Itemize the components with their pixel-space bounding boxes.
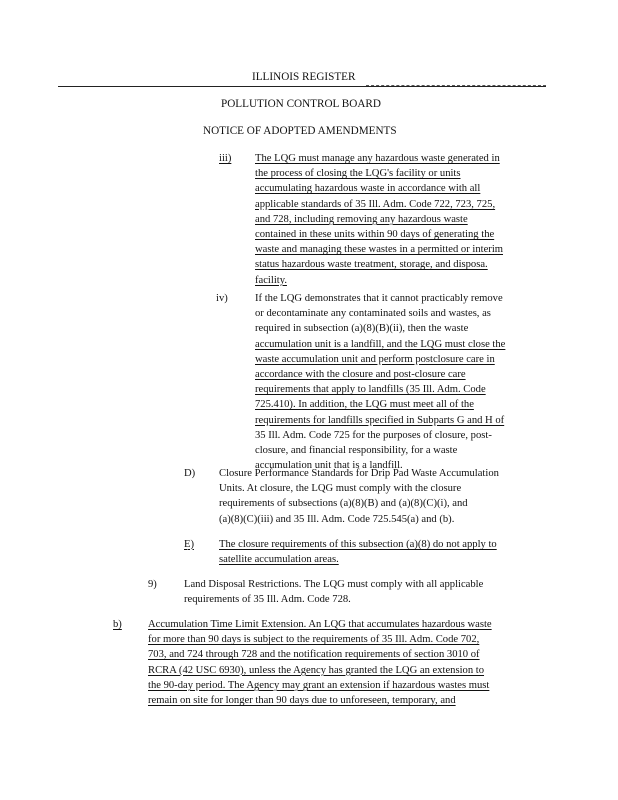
header-rule (58, 86, 546, 87)
text-line: accordance with the closure and post-closure care (255, 368, 466, 380)
text-line: requirements that apply to landfills (35 Ill. Adm. Code (255, 384, 486, 396)
text-line: waste and managing these wastes in a permitted or interim (255, 244, 503, 256)
item-label-d: D) (184, 468, 196, 479)
item-text-iii (255, 151, 503, 288)
text-line: accumulation unit is a landfill, and the LQG must close the (255, 338, 506, 350)
item-text-e (219, 537, 497, 567)
text-line: remain on site for longer than 90 days due to unforeseen, temporary, and (148, 694, 456, 706)
item-label-iv: iv) (216, 293, 228, 304)
text-line: the process of closing the LQG's facility or units (255, 168, 461, 180)
item-text-iv (255, 291, 505, 473)
text-line: waste accumulation unit and perform postclosure care in (255, 353, 495, 365)
text-line: the 90-day period. The Agency may grant an extension if hazardous wastes must (148, 679, 490, 691)
text-line: Closure Performance Standards for Drip Pad Waste Accumulation (219, 468, 499, 479)
text-line: 35 Ill. Adm. Code 725 for the purposes of closure, post- (255, 429, 492, 441)
text-line: Land Disposal Restrictions. The LQG must comply with all applicable (184, 579, 484, 590)
text-line: RCRA (42 USC 6930), unless the Agency has granted the LQG an extension to (148, 664, 485, 676)
notice-title: NOTICE OF ADOPTED AMENDMENTS (203, 125, 397, 137)
text-line: satellite accumulation areas. (219, 554, 339, 566)
item-label-b: b) (113, 619, 122, 630)
text-line: requirements of subsections (a)(8)(B) and (a)(8)(C)(i), and (219, 498, 468, 510)
text-line: Accumulation Time Limit Extension. An LQG that accumulates hazardous waste (148, 619, 492, 630)
board-title: POLLUTION CONTROL BOARD (221, 98, 381, 110)
text-line: status hazardous waste treatment, storage, and disposa. (255, 259, 488, 271)
item-label-iii: iii) (219, 153, 232, 164)
text-line: for more than 90 days is subject to the requirements of 35 Ill. Adm. Code 702, (148, 634, 480, 646)
text-line: closure, and financial responsibility, for a waste (255, 444, 458, 456)
text-line: and 728, including removing any hazardous waste (255, 213, 468, 225)
text-line: The LQG must manage any hazardous waste generated in (255, 153, 500, 164)
text-line: 703, and 724 through 728 and the notification requirements of section 3010 of (148, 649, 480, 661)
text-line: The closure requirements of this subsection (a)(8) do not apply to (219, 539, 497, 550)
text-line: (a)(8)(C)(iii) and 35 Ill. Adm. Code 725.545(a) and (b). (219, 513, 455, 525)
text-line: If the LQG demonstrates that it cannot practicably remove (255, 293, 503, 304)
text-line: accumulation unit that is a landfill. (255, 460, 403, 472)
text-line: required in subsection (a)(8)(B)(ii), then the waste (255, 323, 469, 335)
register-title: ILLINOIS REGISTER (252, 71, 356, 83)
item-text-9 (184, 577, 483, 607)
text-line: applicable standards of 35 Ill. Adm. Code 722, 723, 725, (255, 198, 496, 210)
text-line: 725.410). In addition, the LQG must meet all of the (255, 399, 474, 411)
text-line: contained in these units within 90 days of generating the (255, 228, 495, 240)
text-line: requirements of 35 Ill. Adm. Code 728. (184, 594, 351, 606)
text-line: Units. At closure, the LQG must comply with the closure (219, 483, 462, 495)
text-line: facility. (255, 274, 287, 286)
item-text-b (148, 617, 492, 708)
item-text-d (219, 466, 499, 527)
item-label-e: E) (184, 539, 194, 550)
text-line: requirements for landfills specified in Subparts G and H of (255, 414, 505, 426)
item-label-9: 9) (148, 579, 157, 590)
text-line: accumulating hazardous waste in accordance with all (255, 183, 481, 195)
text-line: or decontaminate any contaminated soils and wastes, as (255, 308, 491, 320)
